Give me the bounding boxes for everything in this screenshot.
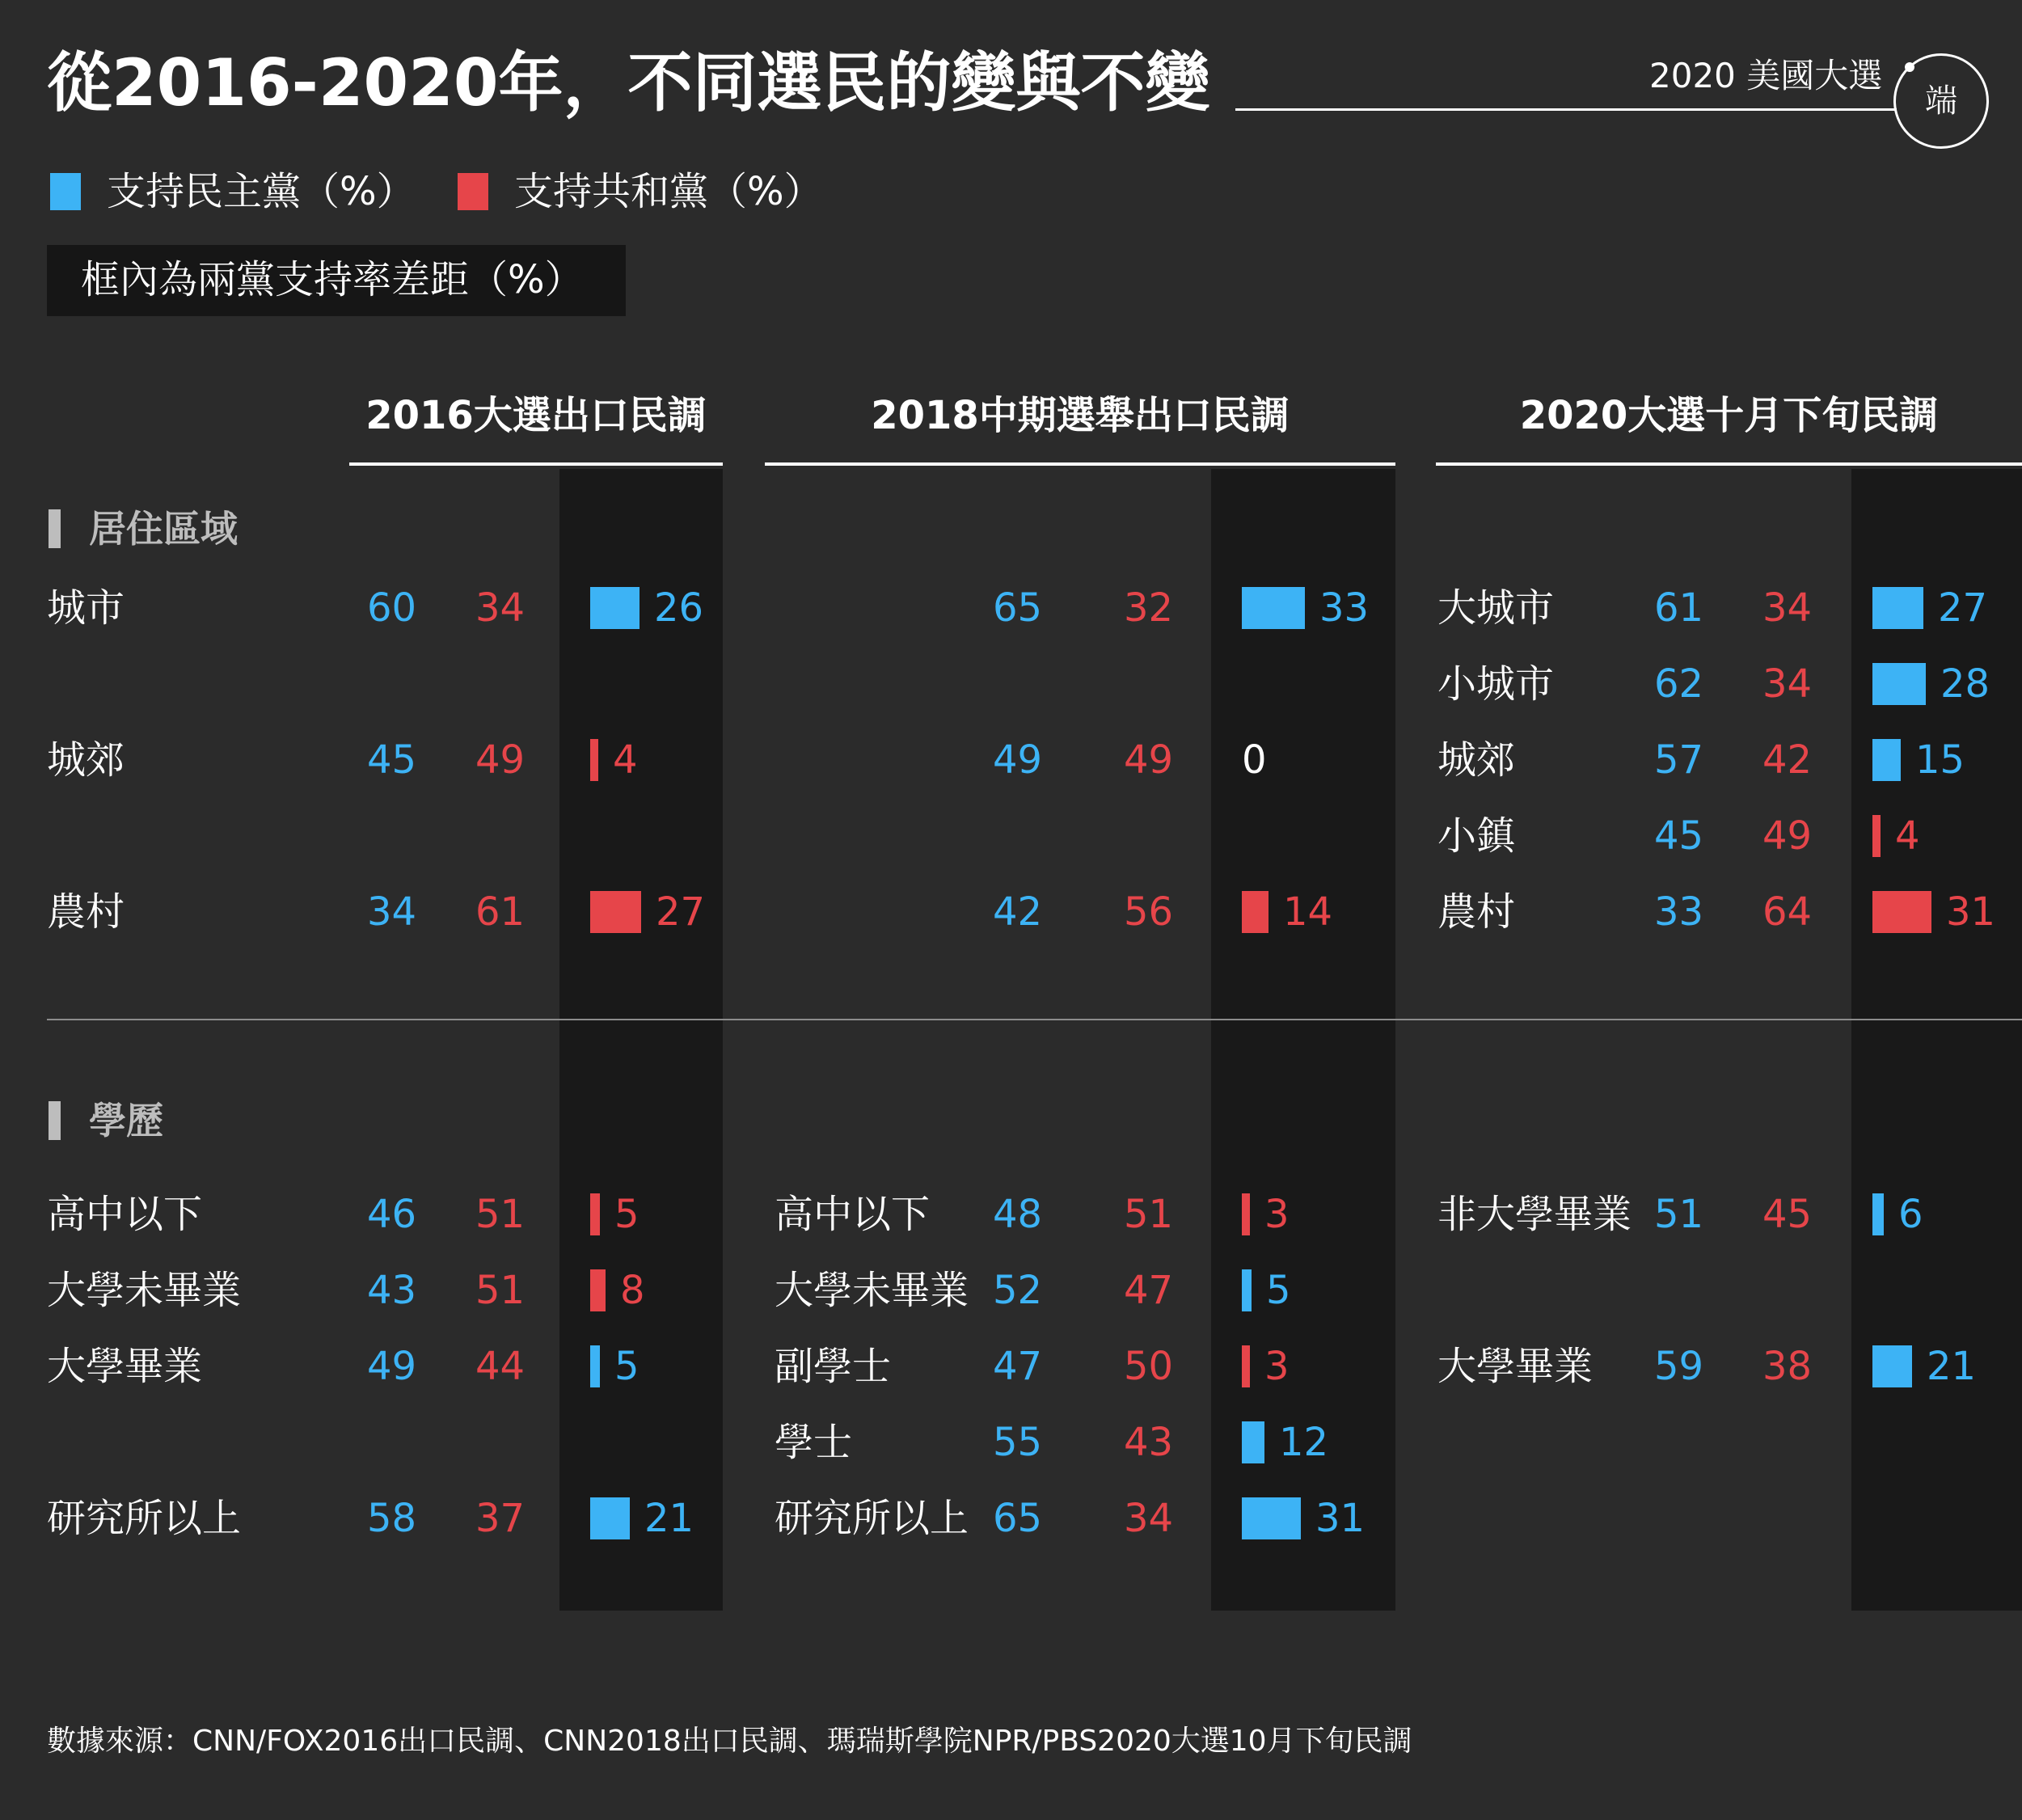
row-label: 小鎮 [1437,813,1516,859]
column-header-2016: 2016大選出口民調 [365,393,707,438]
dem-value: 42 [993,889,1043,935]
dem-value: 48 [993,1192,1043,1237]
gap-value: 5 [614,1192,640,1237]
gap-bar [590,1269,606,1311]
rep-value: 44 [475,1344,526,1389]
gap-bar [590,587,640,629]
gap-value: 12 [1279,1420,1329,1465]
gap-value: 4 [613,737,638,783]
gap-value: 8 [620,1268,645,1313]
gap-bar [1242,1421,1264,1463]
rep-value: 51 [1124,1192,1174,1237]
gap-value: 4 [1895,813,1920,859]
row-label: 研究所以上 [775,1496,969,1541]
rep-value: 47 [1124,1268,1174,1313]
gap-bar [590,739,598,781]
row-label: 大學未畢業 [47,1268,242,1313]
column-header-2018: 2018中期選舉出口民調 [871,393,1290,438]
section-marker-residence [49,509,61,548]
row-label: 學士 [775,1420,853,1465]
rep-value: 34 [1762,661,1813,707]
rep-value: 37 [475,1496,526,1541]
row-label: 城郊 [47,737,125,783]
rep-value: 64 [1762,889,1813,935]
gap-value: 5 [614,1344,640,1389]
legend-rep-swatch [458,173,488,210]
column-rule-2018 [765,462,1395,466]
gap-value: 27 [1938,585,1988,631]
section-label-education: 學歷 [89,1099,163,1142]
gap-bar [590,891,641,933]
dem-value: 51 [1654,1192,1704,1237]
rep-value: 61 [475,889,526,935]
rep-value: 49 [1124,737,1174,783]
gap-bar [590,1193,600,1235]
dem-value: 65 [993,585,1043,631]
section-label-residence: 居住區域 [89,507,238,551]
rep-value: 51 [475,1192,526,1237]
gap-value: 0 [1242,737,1267,783]
row-label: 研究所以上 [47,1496,242,1541]
gap-value: 15 [1915,737,1965,783]
row-label: 大學畢業 [47,1344,203,1389]
source-note: 數據來源：CNN/FOX2016出口民調、CNN2018出口民調、瑪瑞斯學院NPR/PBS2020大選10月下旬民調 [47,1725,1412,1758]
rep-value: 34 [1762,585,1813,631]
section-divider [47,1019,2022,1020]
dem-value: 33 [1654,889,1704,935]
row-label: 高中以下 [775,1192,931,1237]
rep-value: 43 [1124,1420,1174,1465]
dem-value: 61 [1654,585,1704,631]
gap-value: 31 [1946,889,1996,935]
rep-value: 49 [475,737,526,783]
dem-value: 45 [1654,813,1704,859]
series-tag: 2020 美國大選 [1649,56,1883,95]
gap-value: 28 [1940,661,1990,707]
gap-bar [1242,1345,1250,1387]
gap-bar [1242,587,1305,629]
brand-logo: 端 [1893,53,1989,149]
rep-value: 56 [1124,889,1174,935]
dem-value: 34 [367,889,417,935]
row-label: 農村 [1437,889,1516,935]
gap-value: 5 [1266,1268,1291,1313]
gap-bar [1242,1497,1301,1539]
dem-value: 52 [993,1268,1043,1313]
dem-value: 43 [367,1268,417,1313]
rep-value: 45 [1762,1192,1813,1237]
rep-value: 50 [1124,1344,1174,1389]
gap-bar [590,1345,600,1387]
gap-value: 31 [1315,1496,1366,1541]
rep-value: 51 [475,1268,526,1313]
gap-band-2020 [1851,469,2022,1611]
dem-value: 46 [367,1192,417,1237]
rep-value: 38 [1762,1344,1813,1389]
row-label: 副學士 [775,1344,892,1389]
column-rule-2016 [349,462,723,466]
gap-bar [1872,663,1926,705]
dem-value: 65 [993,1496,1043,1541]
gap-value: 21 [644,1496,694,1541]
row-label: 高中以下 [47,1192,203,1237]
gap-value: 3 [1264,1344,1290,1389]
row-label: 大學畢業 [1437,1344,1594,1389]
gap-value: 14 [1283,889,1333,935]
gap-value: 21 [1927,1344,1977,1389]
rep-value: 42 [1762,737,1813,783]
logo-dot [1905,62,1914,72]
gap-bar [1872,891,1931,933]
legend-dem-swatch [50,173,81,210]
row-label: 城市 [47,585,125,631]
row-label: 非大學畢業 [1437,1192,1632,1237]
legend-dem-label: 支持民主黨（%） [107,169,416,214]
legend-rep-label: 支持共和黨（%） [514,169,823,214]
row-label: 農村 [47,889,125,935]
gap-value: 6 [1898,1192,1923,1237]
gap-bar [1242,1193,1250,1235]
dem-value: 49 [993,737,1043,783]
rep-value: 34 [475,585,526,631]
row-label: 大學未畢業 [775,1268,969,1313]
row-label: 大城市 [1437,585,1555,631]
dem-value: 60 [367,585,417,631]
rep-value: 49 [1762,813,1813,859]
gap-value: 26 [654,585,704,631]
section-marker-education [49,1101,61,1140]
gap-value: 27 [656,889,706,935]
dem-value: 55 [993,1420,1043,1465]
chart-title: 從2016-2020年，不同選民的變與不變 [47,45,1210,120]
dem-value: 45 [367,737,417,783]
gap-bar [590,1497,630,1539]
column-rule-2020 [1436,462,2022,466]
dem-value: 57 [1654,737,1704,783]
gap-value: 33 [1319,585,1370,631]
gap-bar [1242,1269,1252,1311]
gap-bar [1872,1193,1884,1235]
dem-value: 59 [1654,1344,1704,1389]
column-header-2020: 2020大選十月下旬民調 [1519,393,1939,438]
row-label: 城郊 [1437,737,1516,783]
rep-value: 34 [1124,1496,1174,1541]
dem-value: 47 [993,1344,1043,1389]
dem-value: 62 [1654,661,1704,707]
gap-value: 3 [1264,1192,1290,1237]
dem-value: 49 [367,1344,417,1389]
gap-bar [1242,891,1268,933]
gap-bar [1872,739,1901,781]
dem-value: 58 [367,1496,417,1541]
gap-bar [1872,1345,1912,1387]
row-label: 小城市 [1437,661,1555,707]
title-underline [1235,108,1897,111]
gap-bar [1872,815,1881,857]
gap-band-2016 [559,469,723,1611]
gap-bar [1872,587,1923,629]
note-text: 框內為兩黨支持率差距（%） [81,257,584,302]
rep-value: 32 [1124,585,1174,631]
